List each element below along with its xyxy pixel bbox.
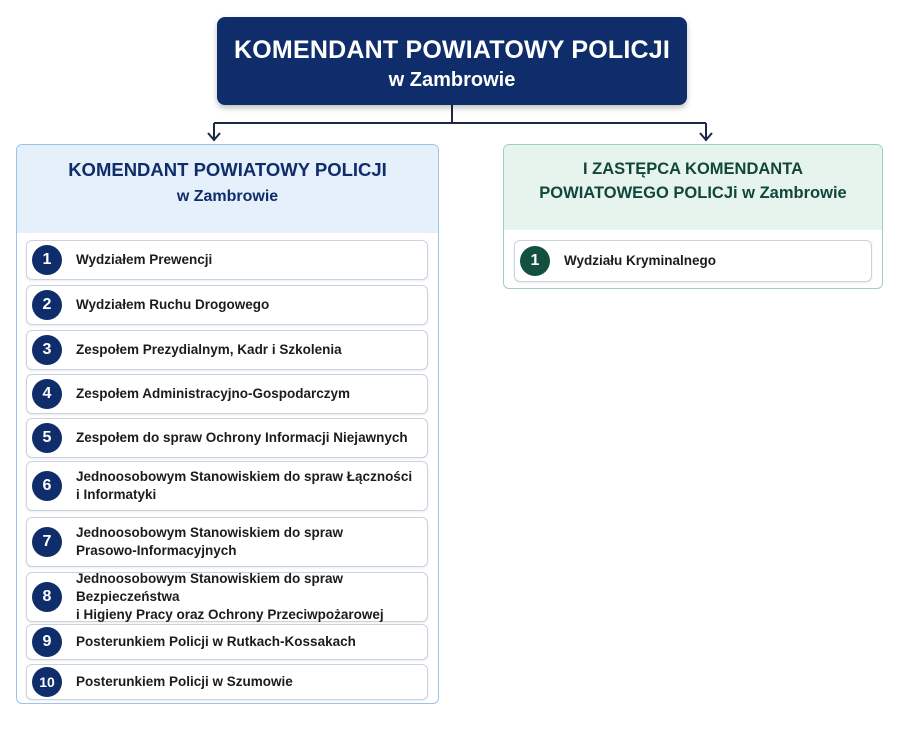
list-item [26, 517, 428, 567]
list-item [514, 240, 872, 282]
item-label [76, 385, 350, 403]
item-label-line: Zespołem do spraw Ochrony Informacji Niejawnych [76, 430, 408, 445]
commander-subtitle: w Zambrowie [388, 69, 516, 91]
item-label-line: i Informatyki [76, 487, 157, 502]
list-item [26, 461, 428, 511]
list-item [26, 664, 428, 700]
commander-units-subtitle: w Zambrowie [176, 188, 279, 205]
item-label [564, 252, 716, 270]
item-label-line: Prasowo-Informacyjnych [76, 543, 237, 558]
list-item [26, 572, 428, 622]
item-number-badge: 5 [32, 423, 62, 453]
commander-units-header [17, 145, 438, 233]
item-label-line: Wydziału Kryminalnego [564, 253, 717, 268]
item-label [76, 251, 212, 269]
list-item [26, 285, 428, 325]
list-item [26, 240, 428, 280]
commander-units-title: KOMENDANT POWIATOWY POLICJI [68, 159, 387, 180]
item-label-line: Jednoosobowym Stanowiskiem do spraw Łączności [76, 469, 413, 484]
item-number-badge: 2 [32, 290, 62, 320]
item-number-badge: 9 [32, 627, 62, 657]
item-label [76, 296, 269, 314]
item-number-badge: 6 [32, 471, 62, 501]
item-label-line: Posterunkiem Policji w Rutkach-Kossakach [76, 634, 356, 649]
item-number-badge: 1 [32, 245, 62, 275]
item-label-line: Zespołem Administracyjno-Gospodarczym [76, 386, 351, 401]
item-label-line: Jednoosobowym Stanowiskiem do spraw [76, 525, 344, 540]
commander-title: KOMENDANT POWIATOWY POLICJI [234, 36, 670, 64]
list-item [26, 374, 428, 414]
item-label-line: Wydziałem Ruchu Drogowego [76, 297, 270, 312]
commander-box [217, 17, 687, 105]
item-label [76, 341, 342, 359]
list-item [26, 624, 428, 660]
item-number-badge: 7 [32, 527, 62, 557]
item-label-line: Jednoosobowym Stanowiskiem do spraw Bezpieczeństwa [76, 571, 344, 604]
item-label-line: i Higieny Pracy oraz Ochrony Przeciwpożarowej [76, 607, 384, 622]
item-number-badge: 8 [32, 582, 62, 612]
item-label [76, 570, 427, 624]
item-label [76, 524, 343, 560]
item-label [76, 673, 293, 691]
item-label-line: Zespołem Prezydialnym, Kadr i Szkolenia [76, 342, 342, 357]
deputy-commander-header [504, 145, 882, 230]
item-number-badge: 4 [32, 379, 62, 409]
item-label-line: Posterunkiem Policji w Szumowie [76, 674, 293, 689]
item-label-line: Wydziałem Prewencji [76, 252, 213, 267]
list-item [26, 330, 428, 370]
list-item [26, 418, 428, 458]
deputy-commander-title: I ZASTĘPCA KOMENDANTA POWIATOWEGO POLICJi w Zambrowie [539, 160, 847, 202]
item-label [76, 633, 356, 651]
item-label [76, 429, 408, 447]
item-label [76, 468, 412, 504]
item-number-badge: 10 [32, 667, 62, 697]
item-number-badge: 3 [32, 335, 62, 365]
item-number-badge: 1 [520, 246, 550, 276]
